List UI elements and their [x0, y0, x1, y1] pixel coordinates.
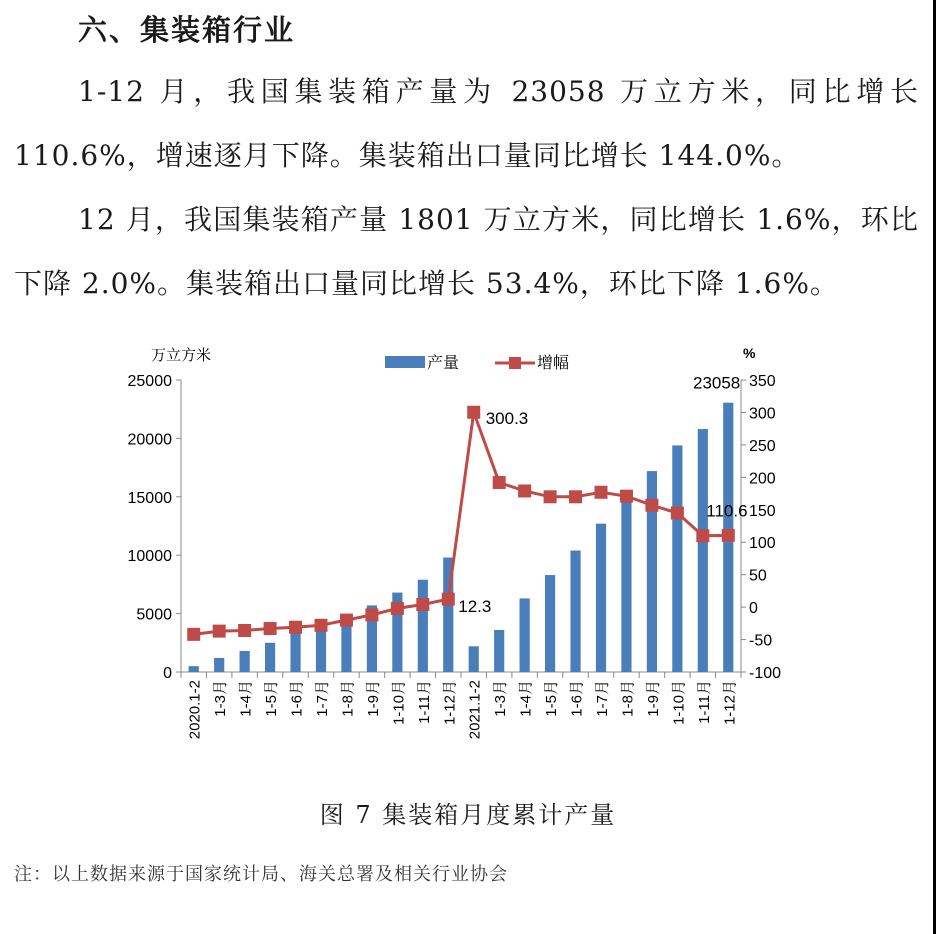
line-growth-point	[238, 624, 251, 637]
bar-production	[189, 666, 199, 672]
right-tick-label: 150	[749, 502, 776, 520]
line-growth-point	[467, 406, 480, 419]
x-tick-label: 1-10月	[670, 680, 688, 726]
x-tick-label: 1-10月	[390, 680, 408, 726]
right-tick-label: 300	[749, 405, 776, 423]
bar-production	[494, 630, 504, 672]
x-tick-label: 2021.1-2	[466, 680, 484, 740]
x-tick-label: 1-11月	[415, 680, 433, 724]
x-tick-label: 1-8月	[619, 680, 637, 717]
line-growth-point	[187, 628, 200, 641]
x-tick-label: 1-3月	[492, 680, 510, 717]
x-tick-label: 1-12月	[721, 680, 739, 726]
x-tick-label: 1-11月	[695, 680, 713, 724]
right-tick-label: 200	[749, 470, 776, 488]
line-growth-point	[595, 486, 608, 499]
bar-production	[316, 625, 326, 672]
bar-production	[265, 643, 275, 672]
x-tick-label: 1-9月	[364, 680, 382, 717]
left-tick-label: 10000	[127, 548, 172, 566]
legend-bar-swatch	[385, 356, 425, 368]
container-production-chart	[90, 335, 810, 775]
bar-production	[672, 445, 682, 672]
x-tick-label: 1-6月	[288, 680, 306, 717]
bar-production	[240, 651, 250, 672]
line-growth-point	[493, 476, 506, 489]
paragraph-december: 12 月，我国集装箱产量 1801 万立方米，同比增长 1.6%，环比下降 2.0%。集装箱出口量同比增长 53.4%，环比下降 1.6%。	[14, 203, 919, 300]
bar-production	[621, 497, 631, 672]
line-growth-point	[416, 598, 429, 611]
line-growth-point	[264, 622, 277, 635]
bar-production	[698, 429, 708, 672]
x-tick-label: 1-9月	[644, 680, 662, 717]
left-axis-unit: 万立方米	[151, 346, 212, 364]
x-tick-label: 1-6月	[568, 680, 586, 717]
x-tick-label: 1-7月	[594, 680, 611, 717]
x-tick-label: 1-5月	[543, 680, 561, 717]
right-tick-label: -50	[749, 632, 773, 650]
x-tick-label: 2020.1-2	[186, 680, 204, 740]
data-label: 110.6	[706, 501, 748, 521]
right-tick-label: 100	[749, 535, 776, 553]
line-growth-point	[671, 507, 684, 520]
section-heading: 六、集装箱行业	[78, 13, 296, 47]
right-axis-unit: %	[743, 345, 756, 361]
right-tick-label: 0	[749, 600, 758, 618]
line-growth-point	[213, 625, 226, 638]
line-growth-point	[645, 499, 658, 512]
line-growth-point	[391, 602, 404, 615]
x-tick-label: 1-8月	[339, 680, 357, 717]
bar-production	[469, 646, 479, 672]
line-growth-point	[315, 619, 328, 632]
line-growth-point	[518, 484, 531, 497]
figure-caption: 图 7 集装箱月度累计产量	[319, 801, 617, 829]
line-growth-point	[442, 593, 455, 606]
bar-production	[596, 524, 606, 672]
bar-production	[545, 575, 555, 672]
x-tick-label: 1-4月	[237, 680, 255, 717]
right-tick-label: 50	[749, 567, 767, 585]
line-growth-point	[544, 490, 557, 503]
line-growth-point	[340, 614, 353, 627]
x-tick-label: 1-12月	[441, 680, 459, 726]
bar-production	[214, 658, 224, 672]
x-tick-label: 1-5月	[263, 680, 281, 717]
bar-production	[520, 598, 530, 672]
data-label: 23058	[692, 373, 741, 393]
legend-line-marker	[509, 357, 521, 369]
bar-production	[290, 633, 300, 672]
line-growth-point	[289, 621, 302, 634]
right-tick-label: 250	[749, 437, 776, 455]
line-growth-point	[620, 490, 633, 503]
line-growth-point	[696, 529, 709, 542]
left-tick-label: 25000	[127, 373, 172, 390]
legend-line-label: 增幅	[537, 353, 570, 372]
left-tick-label: 15000	[127, 489, 172, 507]
x-tick-label: 1-3月	[212, 680, 230, 717]
x-tick-label: 1-7月	[314, 680, 331, 717]
bar-production	[418, 580, 428, 672]
bar-production	[570, 551, 580, 672]
left-tick-label: 5000	[136, 606, 172, 624]
right-tick-label: -100	[749, 665, 782, 682]
chart-svg	[90, 335, 810, 775]
left-tick-label: 20000	[127, 431, 172, 449]
paragraph-annual: 1-12 月，我国集装箱产量为 23058 万立方米，同比增长 110.6%，增速逐月下降。集装箱出口量同比增长 144.0%。	[14, 75, 919, 172]
left-tick-label: 0	[163, 665, 172, 682]
legend-bar-label: 产量	[427, 353, 460, 372]
footnote: 注：以上数据来源于国家统计局、海关总署及相关行业协会	[14, 864, 508, 885]
x-tick-label: 1-4月	[517, 680, 535, 717]
line-growth-point	[569, 490, 582, 503]
right-tick-label: 350	[749, 373, 776, 390]
line-growth-point	[365, 608, 378, 621]
data-label: 300.3	[485, 409, 529, 429]
line-growth-point	[722, 529, 735, 542]
data-label: 12.3	[458, 597, 492, 617]
